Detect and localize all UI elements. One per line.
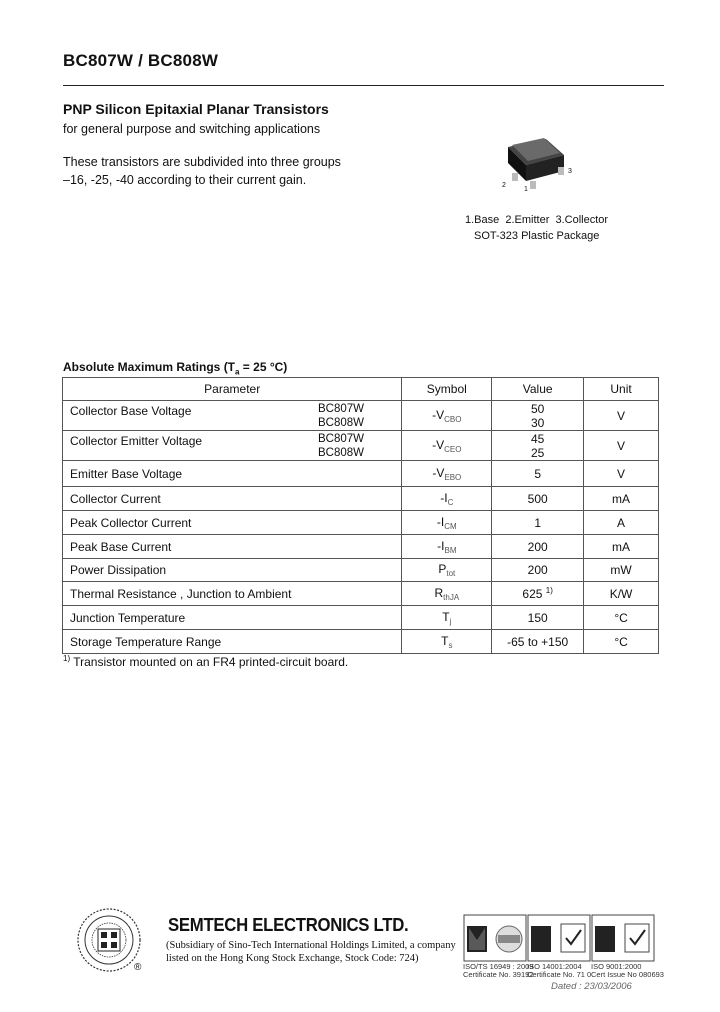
symbol-cell: $T_s$ (402, 630, 492, 654)
table-row (63, 535, 659, 559)
symbol-cell: $-I_{CM}$ (402, 511, 492, 535)
unit-cell: °C (584, 630, 659, 654)
parameter-name: Peak Base Current (63, 535, 402, 559)
symbol-cell: $-I_C$ (402, 487, 492, 511)
value-cell: 200 (492, 559, 584, 582)
table-row (63, 582, 659, 606)
ratings-title: Absolute Maximum Ratings ($T_a = 25$ °C) (63, 360, 288, 377)
product-description (63, 153, 383, 189)
pin-legend: 1.Base 2.Emitter 3.Collector (465, 214, 609, 226)
symbol-cell: $R_{thJA}$ (402, 582, 492, 606)
table-row (63, 606, 659, 630)
table-row (63, 461, 659, 487)
cert-caption: ISO 9001:2000 Cert Issue No 080693 (591, 962, 664, 979)
table-row (63, 559, 659, 582)
header-parameter: Parameter (63, 378, 402, 401)
parameter-name: Collector Emitter Voltage (70, 433, 203, 448)
product-purpose: for general purpose and switching applications (63, 122, 321, 136)
document-date: Dated : 23/03/2006 (551, 981, 632, 992)
company-subsidiary-note: (Subsidiary of Sino-Tech International Holdings Limited, a company listed on the Hong Kong Stock Exchange, Stock Code: 724) (166, 940, 456, 964)
value-cell: 625 $^{1)}$ (492, 582, 584, 606)
footnote-ref: 1) (545, 586, 553, 595)
parameter-name: Emitter Base Voltage (63, 461, 402, 487)
parameter-name: Storage Temperature Range (63, 630, 402, 654)
cert-caption: ISO/TS 16949 : 2009 Certificate No. 39192 (463, 962, 534, 979)
value-cell: 50 30 (492, 401, 584, 431)
symbol-cell: $T_j$ (402, 606, 492, 630)
cert-caption: ISO 14001:2004 Certificate No. 71 0 (527, 962, 592, 979)
variant-label: BC807W (318, 402, 365, 415)
table-row (63, 630, 659, 654)
unit-cell: V (584, 431, 659, 461)
table-row (63, 431, 659, 461)
unit-cell: mW (584, 559, 659, 582)
variant-label: BC807W (318, 432, 365, 445)
value-cell: 5 (492, 461, 584, 487)
header-value: Value (492, 378, 584, 401)
value-cell: 150 (492, 606, 584, 630)
symbol-cell: $-I_{BM}$ (402, 535, 492, 559)
ratings-table (62, 377, 659, 654)
title-divider (63, 85, 664, 86)
pin-label-1: 1 (524, 186, 528, 193)
package-name: SOT-323 Plastic Package (474, 230, 600, 242)
page-title: BC807W / BC808W (63, 51, 219, 70)
symbol-cell: $-V_{EBO}$ (402, 461, 492, 487)
company-seal-icon (76, 907, 142, 973)
table-row (63, 511, 659, 535)
description-line-1: These transistors are subdivided into three groups (63, 155, 341, 169)
iso-14001-cert-icon (527, 914, 591, 962)
sot323-package-icon (494, 133, 574, 193)
unit-cell: V (584, 461, 659, 487)
unit-cell: mA (584, 535, 659, 559)
parameter-name: Thermal Resistance , Junction to Ambient (63, 582, 402, 606)
parameter-name: Junction Temperature (63, 606, 402, 630)
variant-label: BC808W (318, 416, 365, 429)
registered-mark: ® (134, 962, 142, 973)
product-subtitle: PNP Silicon Epitaxial Planar Transistors (63, 101, 329, 117)
iso-9001-cert-icon (591, 914, 655, 962)
unit-cell: V (584, 401, 659, 431)
value-cell: 500 (492, 487, 584, 511)
pin-label-2: 2 (502, 182, 506, 189)
unit-cell: °C (584, 606, 659, 630)
table-header-row (63, 378, 659, 401)
parameter-name: Power Dissipation (63, 559, 402, 582)
parameter-name: Collector Base Voltage (70, 403, 192, 418)
header-unit: Unit (584, 378, 659, 401)
variant-label: BC808W (318, 446, 365, 459)
value-cell: -65 to +150 (492, 630, 584, 654)
table-footnote: $^{1)}$ Transistor mounted on an FR4 printed-circuit board. (63, 654, 349, 669)
symbol-cell: $-V_{CEO}$ (402, 431, 492, 461)
header-symbol: Symbol (402, 378, 492, 401)
unit-cell: A (584, 511, 659, 535)
symbol-cell: $P_{tot}$ (402, 559, 492, 582)
iso-ts16949-cert-icon (463, 914, 527, 962)
table-row (63, 401, 659, 431)
unit-cell: K/W (584, 582, 659, 606)
table-row (63, 487, 659, 511)
description-line-2: –16, -25, -40 according to their current gain. (63, 173, 307, 187)
value-cell: 200 (492, 535, 584, 559)
unit-cell: mA (584, 487, 659, 511)
value-cell: 1 (492, 511, 584, 535)
parameter-name: Collector Current (63, 487, 402, 511)
company-name: SEMTECH ELECTRONICS LTD. (168, 915, 409, 935)
pin-label-3: 3 (568, 168, 572, 175)
symbol-cell: $-V_{CBO}$ (402, 401, 492, 431)
value-cell: 45 25 (492, 431, 584, 461)
parameter-name: Peak Collector Current (63, 511, 402, 535)
